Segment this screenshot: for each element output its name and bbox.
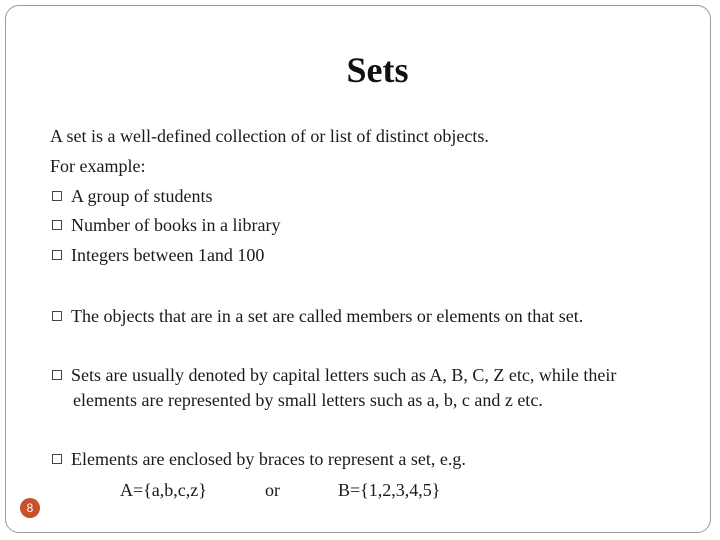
point-braces (52, 448, 466, 470)
definition-text: A set is a well-defined collection of or list of distinct objects. (50, 126, 489, 146)
set-a-example: A={a,b,c,z} (120, 480, 207, 500)
checkbox-bullet-icon (52, 220, 62, 230)
example-item-label: Integers between 1and 100 (71, 245, 265, 265)
set-connector: or (265, 480, 280, 500)
checkbox-bullet-icon (52, 454, 62, 464)
point-members-text: The objects that are in a set are called members or elements on that set. (71, 306, 584, 326)
point-braces-text: Elements are enclosed by braces to represent a set, e.g. (71, 449, 466, 469)
checkbox-bullet-icon (52, 250, 62, 260)
checkbox-bullet-icon (52, 191, 62, 201)
page-number-badge: 8 (20, 498, 40, 518)
example-item (52, 214, 280, 236)
example-item (52, 185, 213, 207)
set-b-example: B={1,2,3,4,5} (338, 480, 441, 500)
example-item (52, 244, 264, 266)
checkbox-bullet-icon (52, 370, 62, 380)
example-item-label: Number of books in a library (71, 215, 281, 235)
point-notation (52, 364, 616, 386)
example-item-label: A group of students (71, 186, 213, 206)
point-notation-text: Sets are usually denoted by capital letters such as A, B, C, Z etc, while their (71, 365, 617, 385)
point-members (52, 305, 583, 327)
checkbox-bullet-icon (52, 311, 62, 321)
point-notation-continued: elements are represented by small letters such as a, b, c and z etc. (73, 390, 543, 410)
example-heading: For example: (50, 156, 146, 176)
slide-title: Sets (346, 50, 409, 90)
